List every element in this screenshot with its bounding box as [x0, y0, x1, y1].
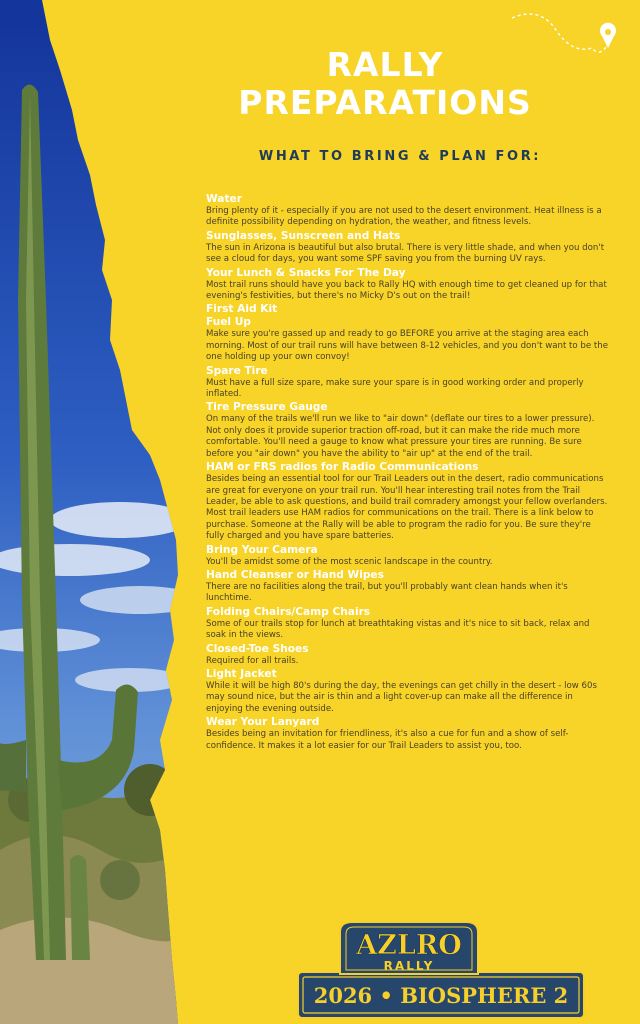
title-line-1: RALLY: [326, 45, 444, 84]
item-description: While it will be high 80's during the day, the evenings can get chilly in the desert - low 60s may sound nice, but the air is thin and a light cover-up can make all the difference in enjoying the evening outside.: [206, 680, 597, 714]
list-item: [206, 668, 608, 715]
list-item: [206, 316, 608, 363]
logo-title: AZLRO: [356, 930, 462, 961]
item-description: Required for all trails.: [206, 655, 299, 666]
item-title: Light Jacket: [206, 667, 277, 680]
item-title: Bring Your Camera: [206, 543, 318, 556]
item-title: Folding Chairs/Camp Chairs: [206, 605, 371, 618]
page-title: [150, 46, 620, 122]
item-description: On many of the trails we'll run we like to "air down" (deflate our tires to a lower pressure). Not only does it provide superior traction off-road, but it can make the ride much more comfortable. You'll need a gauge to know what pressure your tires are running. Be sure before you "air down" you have the ability to "air up" at the end of the trail.: [206, 414, 595, 459]
list-item: [206, 267, 608, 303]
section-heading: WHAT TO BRING & PLAN FOR:: [258, 149, 542, 164]
item-description: There are no facilities along the trail, but you'll probably want clean hands when it's lunchtime.: [206, 581, 568, 604]
item-title: Tire Pressure Gauge: [206, 401, 328, 414]
item-title: Sunglasses, Sunscreen and Hats: [206, 229, 401, 242]
title-line-2: PREPARATIONS: [238, 83, 532, 122]
item-description: Bring plenty of it - especially if you are not used to the desert environment. Heat illness is a definite possibility depending on hydration, the weather, and fitness levels.: [206, 206, 602, 228]
item-title: Wear Your Lanyard: [206, 716, 320, 729]
list-item: [206, 544, 608, 568]
item-title: Hand Cleanser or Hand Wipes: [206, 568, 384, 581]
item-title: First Aid Kit: [206, 303, 278, 316]
item-title: Spare Tire: [206, 364, 268, 377]
item-description: Besides being an essential tool for our Trail Leaders out in the desert, radio communications are great for everyone on your trail run. You'll hear interesting trail notes from the Trail Leader, be able to ask questions, and build trail comradery amongst your fellow overlanders. Most trail leaders use HAM radios for communications on the trail. There is a link below to purchase. Someone at the Rally will be able to program the radio for you. Be sure they're fully charged and you have spare batteries.: [206, 474, 608, 542]
azlro-rally-logo: [296, 918, 586, 1020]
list-item: [206, 193, 608, 229]
list-item: [206, 461, 608, 542]
list-item: [206, 230, 608, 266]
item-description: Some of our trails stop for lunch at breathtaking vistas and it's nice to sit back, relax and soak in the views.: [206, 618, 590, 641]
item-description: You'll be amidst some of the most scenic landscape in the country.: [206, 556, 493, 567]
list-item: [206, 569, 608, 605]
list-item: [206, 401, 608, 460]
item-description: Besides being an invitation for friendliness, it's also a cue for fun and a show of self-confidence. It makes it a lot easier for our Trail Leaders to assist you, too.: [206, 729, 569, 751]
checklist: [206, 193, 608, 753]
item-title: Closed-Toe Shoes: [206, 642, 309, 655]
list-item: [206, 643, 608, 667]
logo-year-location: 2026 • BIOSPHERE 2: [313, 983, 569, 1008]
logo-subtitle: RALLY: [383, 959, 435, 973]
item-description: Must have a full size spare, make sure your spare is in good working order and properly inflated.: [206, 377, 584, 400]
item-title: Fuel Up: [206, 316, 251, 329]
list-item: [206, 716, 608, 752]
list-item: [206, 606, 608, 642]
item-description: Most trail runs should have you back to Rally HQ with enough time to get cleaned up for that evening's festivities, but there's no Micky D's out on the trail!: [206, 279, 607, 302]
item-title: Your Lunch & Snacks For The Day: [206, 266, 406, 279]
item-title: Water: [206, 193, 242, 205]
item-title: HAM or FRS radios for Radio Communications: [206, 461, 479, 474]
list-item: [206, 303, 608, 316]
item-description: The sun in Arizona is beautiful but also brutal. There is very little shade, and when you don't see a cloud for days, you want some SPF saving you from the burning UV rays.: [206, 242, 605, 265]
list-item: [206, 365, 608, 401]
item-description: Make sure you're gassed up and ready to go BEFORE you arrive at the staging area each morning. Most of our trail runs will have between 8-12 vehicles, and you don't want to be the one holding up your own convoy!: [206, 329, 608, 363]
